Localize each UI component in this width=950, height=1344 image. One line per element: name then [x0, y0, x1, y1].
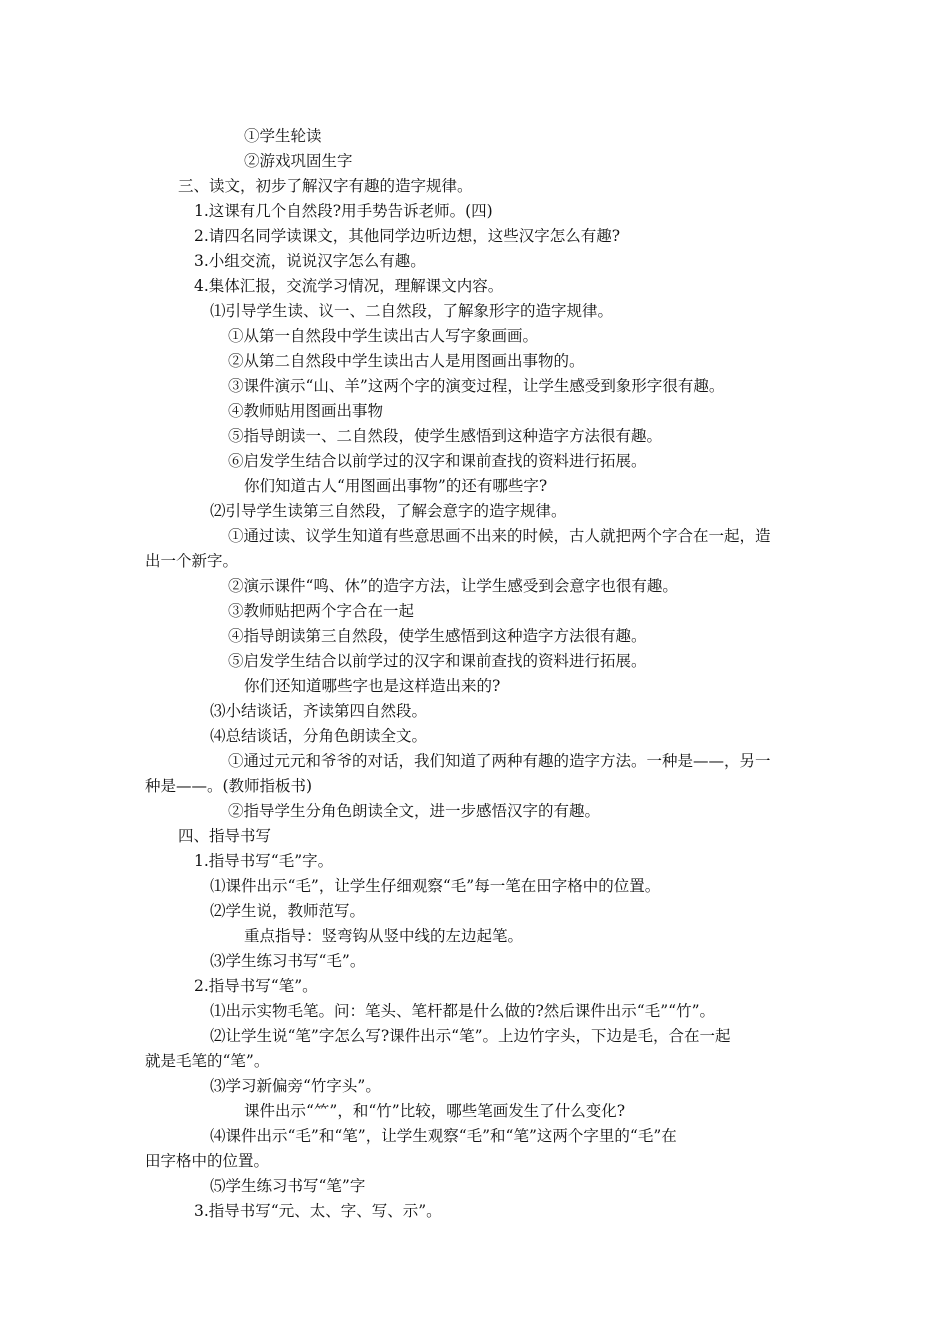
numbered-item: 3.小组交流，说说汉字怎么有趣。: [194, 252, 426, 270]
numbered-item: 2.指导书写“笔”。: [194, 977, 318, 995]
sub-item: ⑴出示实物毛笔。问：笔头、笔杆都是什么做的?然后课件出示“毛”“竹”。: [210, 1002, 716, 1020]
sub-item-continued: 就是毛笔的“笔”。: [145, 1052, 270, 1070]
step-item: ⑤指导朗读一、二自然段，使学生感悟到这种造字方法很有趣。: [228, 427, 663, 445]
step-item: ①通过读、议学生知道有些意思画不出来的时候，古人就把两个字合在一起，造: [228, 527, 771, 545]
sub-item: ⑵引导学生读第三自然段，了解会意字的造字规律。: [210, 502, 567, 520]
sub-item: ⑶学生练习书写“毛”。: [210, 952, 366, 970]
step-item: ②从第二自然段中学生读出古人是用图画出事物的。: [228, 352, 585, 370]
sub-item: ⑴引导学生读、议一、二自然段，了解象形字的造字规律。: [210, 302, 614, 320]
sub-item: ⑵让学生说“笔”字怎么写?课件出示“笔”。上边竹字头，下边是毛，合在一起: [210, 1027, 731, 1045]
sub-item: ⑷课件出示“毛”和“笔”，让学生观察“毛”和“笔”这两个字里的“毛”在: [210, 1127, 677, 1145]
body-text: 课件出示“⺮”，和“竹”比较，哪些笔画发生了什么变化?: [244, 1102, 626, 1120]
step-item: ①通过元元和爷爷的对话，我们知道了两种有趣的造字方法。一种是——，另一: [228, 752, 771, 770]
step-item: ①从第一自然段中学生读出古人写字象画画。: [228, 327, 539, 345]
numbered-item: 4.集体汇报，交流学习情况，理解课文内容。: [194, 277, 504, 295]
body-text: 重点指导：竖弯钩从竖中线的左边起笔。: [244, 927, 524, 945]
numbered-item: 1.指导书写“毛”字。: [194, 852, 334, 870]
numbered-item: 3.指导书写“元、太、字、写、示”。: [194, 1202, 442, 1220]
step-item: ④教师贴用图画出事物: [228, 402, 384, 420]
step-item: ②游戏巩固生字: [244, 152, 353, 170]
step-item: ①学生轮读: [244, 127, 322, 145]
sub-item-continued: 田字格中的位置。: [145, 1152, 270, 1170]
numbered-item: 2.请四名同学读课文，其他同学边听边想，这些汉字怎么有趣?: [194, 227, 621, 245]
section-heading: 三、读文，初步了解汉字有趣的造字规律。: [178, 177, 473, 195]
sub-item: ⑴课件出示“毛”，让学生仔细观察“毛”每一笔在田字格中的位置。: [210, 877, 661, 895]
sub-item: ⑶小结谈话，齐读第四自然段。: [210, 702, 428, 720]
sub-item: ⑵学生说，教师范写。: [210, 902, 366, 920]
sub-item: ⑸学生练习书写“笔”字: [210, 1177, 366, 1195]
body-text: 你们还知道哪些字也是这样造出来的?: [244, 677, 501, 695]
step-item-continued: 种是——。(教师指板书): [145, 777, 313, 795]
step-item: ③教师贴把两个字合在一起: [228, 602, 415, 620]
step-item: ②指导学生分角色朗读全文，进一步感悟汉字的有趣。: [228, 802, 601, 820]
step-item-continued: 出一个新字。: [145, 552, 239, 570]
numbered-item: 1.这课有几个自然段?用手势告诉老师。(四): [194, 202, 493, 220]
step-item: ⑤启发学生结合以前学过的汉字和课前查找的资料进行拓展。: [228, 652, 647, 670]
step-item: ⑥启发学生结合以前学过的汉字和课前查找的资料进行拓展。: [228, 452, 647, 470]
sub-item: ⑶学习新偏旁“竹字头”。: [210, 1077, 381, 1095]
step-item: ③课件演示“山、羊”这两个字的演变过程，让学生感受到象形字很有趣。: [228, 377, 725, 395]
step-item: ②演示课件“鸣、休”的造字方法，让学生感受到会意字也很有趣。: [228, 577, 678, 595]
step-item: ④指导朗读第三自然段，使学生感悟到这种造字方法很有趣。: [228, 627, 647, 645]
sub-item: ⑷总结谈话，分角色朗读全文。: [210, 727, 428, 745]
body-text: 你们知道古人“用图画出事物”的还有哪些字?: [244, 477, 548, 495]
section-heading: 四、指导书写: [178, 827, 272, 845]
